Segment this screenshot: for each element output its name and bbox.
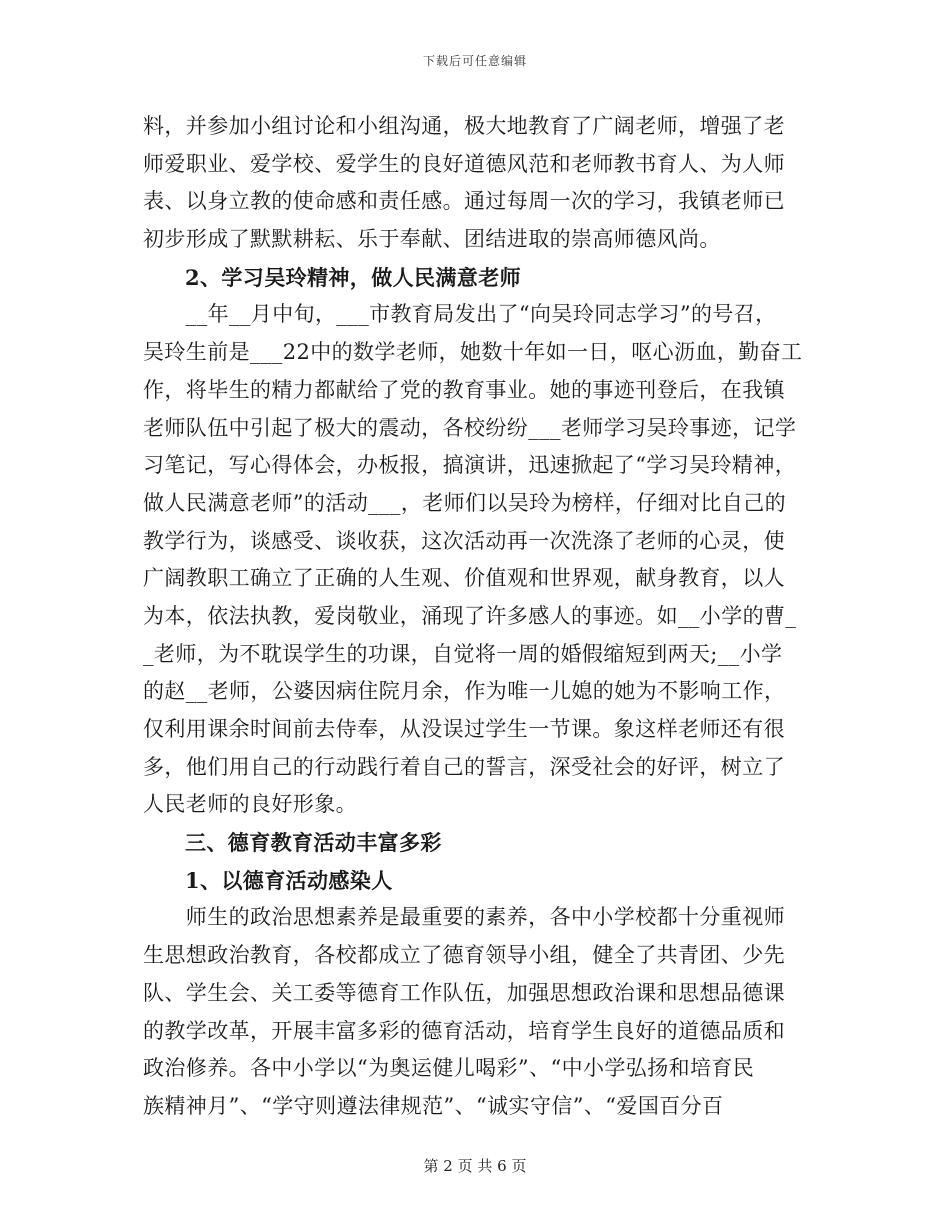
text-line: 仅利用课余时间前去侍奉，从没误过学生一节课。象这样老师还有很: [143, 717, 785, 741]
page-header: 下载后可任意编辑: [422, 54, 527, 68]
text-line: 师爱职业、爱学校、爱学生的良好道德风范和老师教书育人、为人师: [143, 151, 785, 176]
text-line: 老师队伍中引起了极大的震动，各校纷纷___老师学习吴玲事迹，记学: [143, 415, 797, 440]
subsection-heading: 1、以德育活动感染人: [185, 867, 393, 893]
text-line: 做人民满意老师”的活动___，老师们以吴玲为榜样，仔细对比自己的: [143, 490, 787, 515]
text-line: 政治修养。各中小学以“为奥运健儿喝彩”、“中小学弘扬和培育民: [143, 1056, 755, 1081]
text-line: 族精神月”、“学守则遵法律规范”、“诚实守信”、“爱国百分百: [143, 1093, 724, 1118]
text-line: 人民老师的良好形象。: [143, 792, 357, 817]
section-heading: 2、学习吴玲精神，做人民满意老师: [185, 264, 522, 290]
document-body: [143, 108, 807, 1126]
text-line: 表、以身立教的使命感和责任感。通过每周一次的学习，我镇老师已: [143, 189, 785, 214]
text-line: 多，他们用自己的行动践行着自己的誓言，深受社会的好评，树立了: [143, 754, 785, 779]
text-line: _老师，为不耽误学生的功课，自觉将一周的婚假缩短到两天;__小学: [143, 641, 783, 666]
text-line: __年__月中旬，___市教育局发出了“向吴玲同志学习”的号召，: [143, 302, 777, 327]
text-line: 吴玲生前是___22中的数学老师，她数十年如一日，呕心沥血，勤奋工: [143, 340, 803, 365]
text-line: 教学行为，谈感受、谈收获，这次活动再一次洗涤了老师的心灵，使: [143, 528, 785, 553]
text-line: 习笔记，写心得体会，办板报，搞演讲，迅速掀起了“学习吴玲精神，: [143, 453, 797, 478]
text-line: 初步形成了默默耕耘、乐于奉献、团结进取的崇高师德风尚。: [143, 227, 721, 252]
text-line: 料，并参加小组讨论和小组沟通，极大地教育了广阔老师，增强了老: [143, 114, 785, 138]
page-footer: 第 2 页 共 6 页: [423, 1157, 527, 1175]
text-line: 作，将毕生的精力都献给了党的教育事业。她的事迹刊登后，在我镇: [143, 377, 785, 402]
section-heading: 三、德育教育活动丰富多彩: [185, 830, 442, 856]
text-line: 的赵__老师，公婆因病住院月余，作为唯一儿媳的她为不影响工作，: [143, 679, 786, 704]
text-line: 队、学生会、关工委等德育工作队伍，加强思想政治课和思想品德课: [143, 980, 785, 1005]
text-line: 为本，依法执教，爱岗敬业，涌现了许多感人的事迹。如__小学的曹_: [143, 603, 797, 628]
text-line: 生思想政治教育，各校都成立了德育领导小组，健全了共青团、少先: [143, 943, 785, 968]
text-line: 师生的政治思想素养是最重要的素养，各中小学校都十分重视师: [143, 905, 785, 930]
text-line: 广阔教职工确立了正确的人生观、价值观和世界观，献身教育，以人: [143, 566, 785, 591]
text-line: 的教学改革，开展丰富多彩的德育活动，培育学生良好的道德品质和: [143, 1018, 785, 1043]
